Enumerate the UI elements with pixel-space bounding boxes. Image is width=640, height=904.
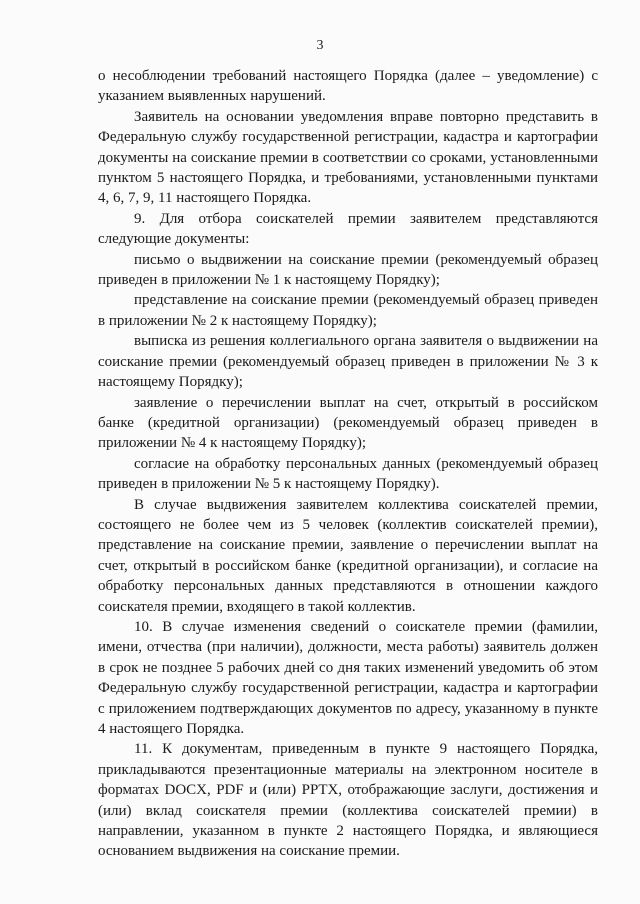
paragraph-collective: В случае выдвижения заявителем коллектива соискателей премии, состоящего не более чем из 5 человек (коллектив соискателей премии), представление на соискание премии, заявление о перечислении выплат на счет, открытый в российском банке (кредитной организации), и согласие на обработку персональных данных представляются в отношении каждого соискателя премии, входящего в такой коллектив.: [98, 496, 598, 615]
paragraph-resubmission: Заявитель на основании уведомления вправе повторно представить в Федеральную службу государственной регистрации, кадастра и картографии документы на соискание премии в соответствии со сроками, установленными пунктом 5 настоящего Порядка, и требованиями, установленными пунктами 4, 6, 7, 9, 11 настоящего Порядка.: [98, 108, 598, 207]
list-item-letter: письмо о выдвижении на соискание премии (рекомендуемый образец приведен в приложении № 1 к настоящему Порядку);: [98, 251, 598, 289]
list-item-submission: представление на соискание премии (рекомендуемый образец приведен в приложении № 2 к настоящему Порядку);: [98, 292, 598, 329]
paragraph-item-9: 9. Для отбора соискателей премии заявителем представляются следующие документы:: [98, 210, 598, 248]
page-number: 3: [316, 38, 324, 53]
list-item-consent: согласие на обработку персональных данных (рекомендуемый образец приведен в приложении № 5 к настоящему Порядку).: [98, 455, 598, 493]
paragraph-item-10: 10. В случае изменения сведений о соискателе премии (фамилии, имени, отчества (при наличии), должности, места работы) заявитель должен в срок не позднее 5 рабочих дней со дня таких изменений уведомить об этом Федеральную службу государственной регистрации, кадастра и картографии с приложением подтверждающих документов по адресу, указанному в пункте 4 настоящего Порядка.: [98, 618, 598, 737]
document-body: [98, 66, 598, 862]
paragraph-continuation: о несоблюдении требований настоящего Порядка (далее – уведомление) с указанием выявленных нарушений.: [98, 68, 598, 105]
list-item-extract: выписка из решения коллегиального органа заявителя о выдвижении на соискание премии (рекомендуемый образец приведен в приложении № 3 к настоящему Порядку);: [98, 333, 598, 391]
list-item-payment-application: заявление о перечислении выплат на счет, открытый в российском банке (кредитной организации) (рекомендуемый образец приведен в приложении № 4 к настоящему Порядку);: [98, 394, 598, 452]
paragraph-item-11: 11. К документам, приведенным в пункте 9 настоящего Порядка, прикладываются презентационные материалы на электронном носителе в форматах DOCX, PDF и (или) PPTX, отображающие заслуги, достижения и (или) вклад соискателя премии (коллектива соискателей премии) в направлении, указанном в пункте 2 настоящего Порядка, и являющиеся основанием выдвижения на соискание премии.: [98, 741, 598, 860]
